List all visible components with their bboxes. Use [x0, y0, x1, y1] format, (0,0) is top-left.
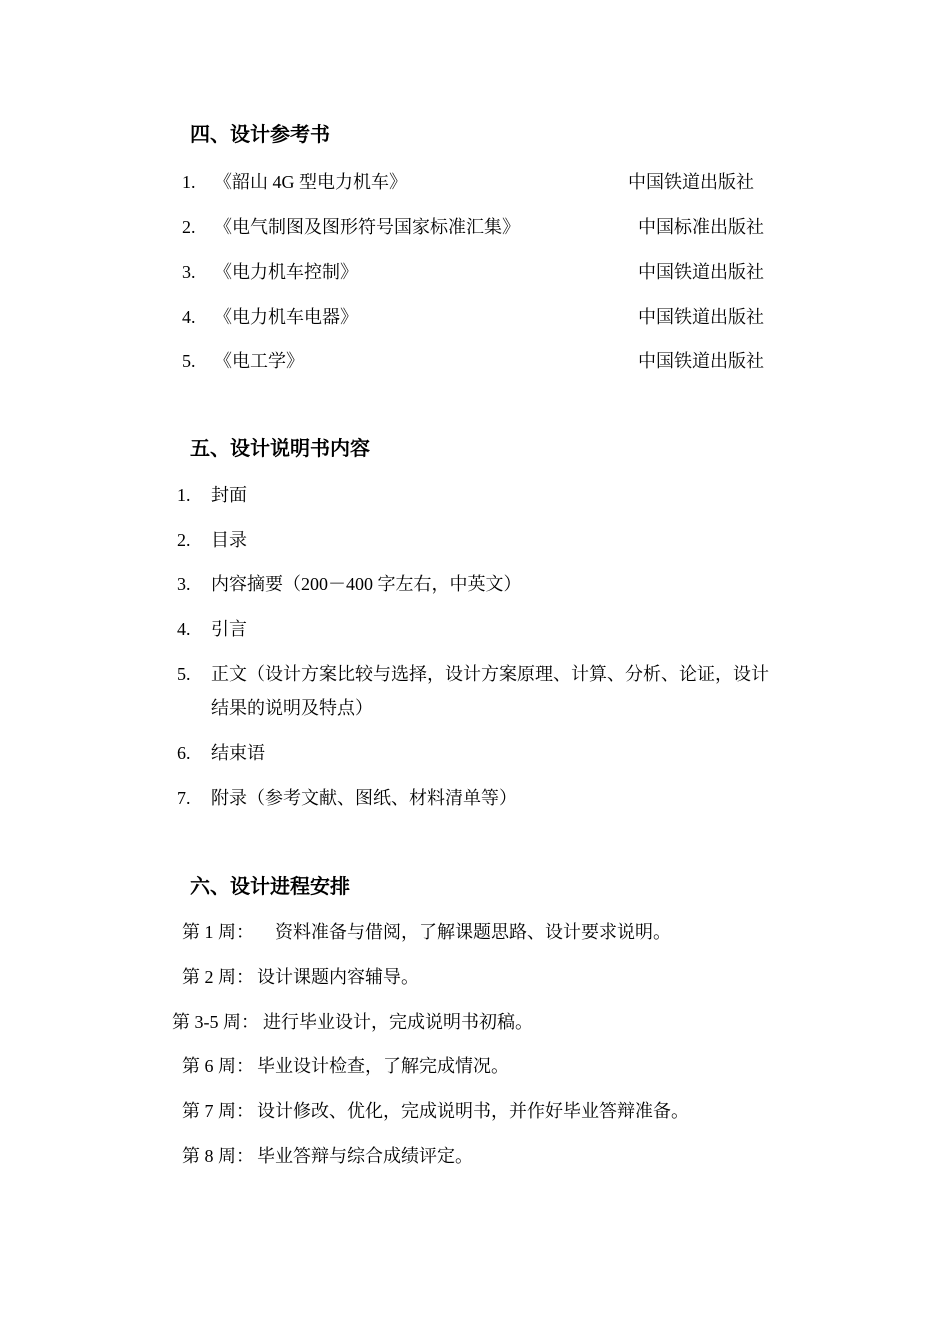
- schedule-task: 设计课题内容辅导。: [257, 967, 419, 987]
- content-item-text: 目录: [211, 530, 247, 550]
- reference-title: 《电工学》: [214, 351, 304, 371]
- content-item-text: 正文（设计方案比较与选择，设计方案原理、计算、分析、论证，设计: [211, 664, 769, 684]
- schedule-week: 第 6 周：: [182, 1056, 254, 1076]
- section-heading-schedule: 六、设计进程安排: [190, 874, 350, 898]
- content-item-number: 3.: [177, 574, 191, 594]
- schedule-week: 第 1 周：: [182, 922, 254, 942]
- reference-number: 4.: [182, 307, 196, 327]
- content-item-number: 1.: [177, 485, 191, 505]
- content-item-text-continued: 结果的说明及特点）: [211, 698, 373, 718]
- reference-publisher: 中国铁道出版社: [638, 262, 764, 282]
- reference-number: 3.: [182, 262, 196, 282]
- content-item-number: 5.: [177, 664, 191, 684]
- schedule-week: 第 8 周：: [182, 1146, 254, 1166]
- section-heading-references: 四、设计参考书: [190, 122, 330, 146]
- reference-title: 《电力机车控制》: [214, 262, 358, 282]
- schedule-week: 第 2 周：: [182, 967, 254, 987]
- schedule-task: 设计修改、优化，完成说明书，并作好毕业答辩准备。: [257, 1101, 689, 1121]
- reference-publisher: 中国标准出版社: [638, 217, 764, 237]
- content-item-number: 7.: [177, 788, 191, 808]
- reference-title: 《电气制图及图形符号国家标准汇集》: [214, 217, 520, 237]
- reference-number: 5.: [182, 351, 196, 371]
- content-item-number: 4.: [177, 619, 191, 639]
- schedule-week: 第 7 周：: [182, 1101, 254, 1121]
- content-item-text: 封面: [211, 485, 247, 505]
- schedule-task: 进行毕业设计，完成说明书初稿。: [263, 1012, 533, 1032]
- schedule-task: 毕业答辩与综合成绩评定。: [257, 1146, 473, 1166]
- content-item-text: 引言: [211, 619, 247, 639]
- reference-number: 1.: [182, 172, 196, 192]
- reference-title: 《韶山 4G 型电力机车》: [214, 172, 407, 192]
- schedule-task: 毕业设计检查，了解完成情况。: [257, 1056, 509, 1076]
- content-item-number: 6.: [177, 743, 191, 763]
- schedule-task: 资料准备与借阅，了解课题思路、设计要求说明。: [275, 922, 671, 942]
- reference-publisher: 中国铁道出版社: [638, 307, 764, 327]
- content-item-text: 结束语: [211, 743, 265, 763]
- reference-publisher: 中国铁道出版社: [638, 351, 764, 371]
- reference-publisher: 中国铁道出版社: [628, 172, 754, 192]
- content-item-number: 2.: [177, 530, 191, 550]
- content-item-text: 附录（参考文献、图纸、材料清单等）: [211, 788, 517, 808]
- section-heading-manual-contents: 五、设计说明书内容: [190, 436, 370, 460]
- reference-title: 《电力机车电器》: [214, 307, 358, 327]
- schedule-week: 第 3-5 周：: [172, 1012, 259, 1032]
- content-item-text: 内容摘要（200－400 字左右，中英文）: [211, 574, 522, 594]
- reference-number: 2.: [182, 217, 196, 237]
